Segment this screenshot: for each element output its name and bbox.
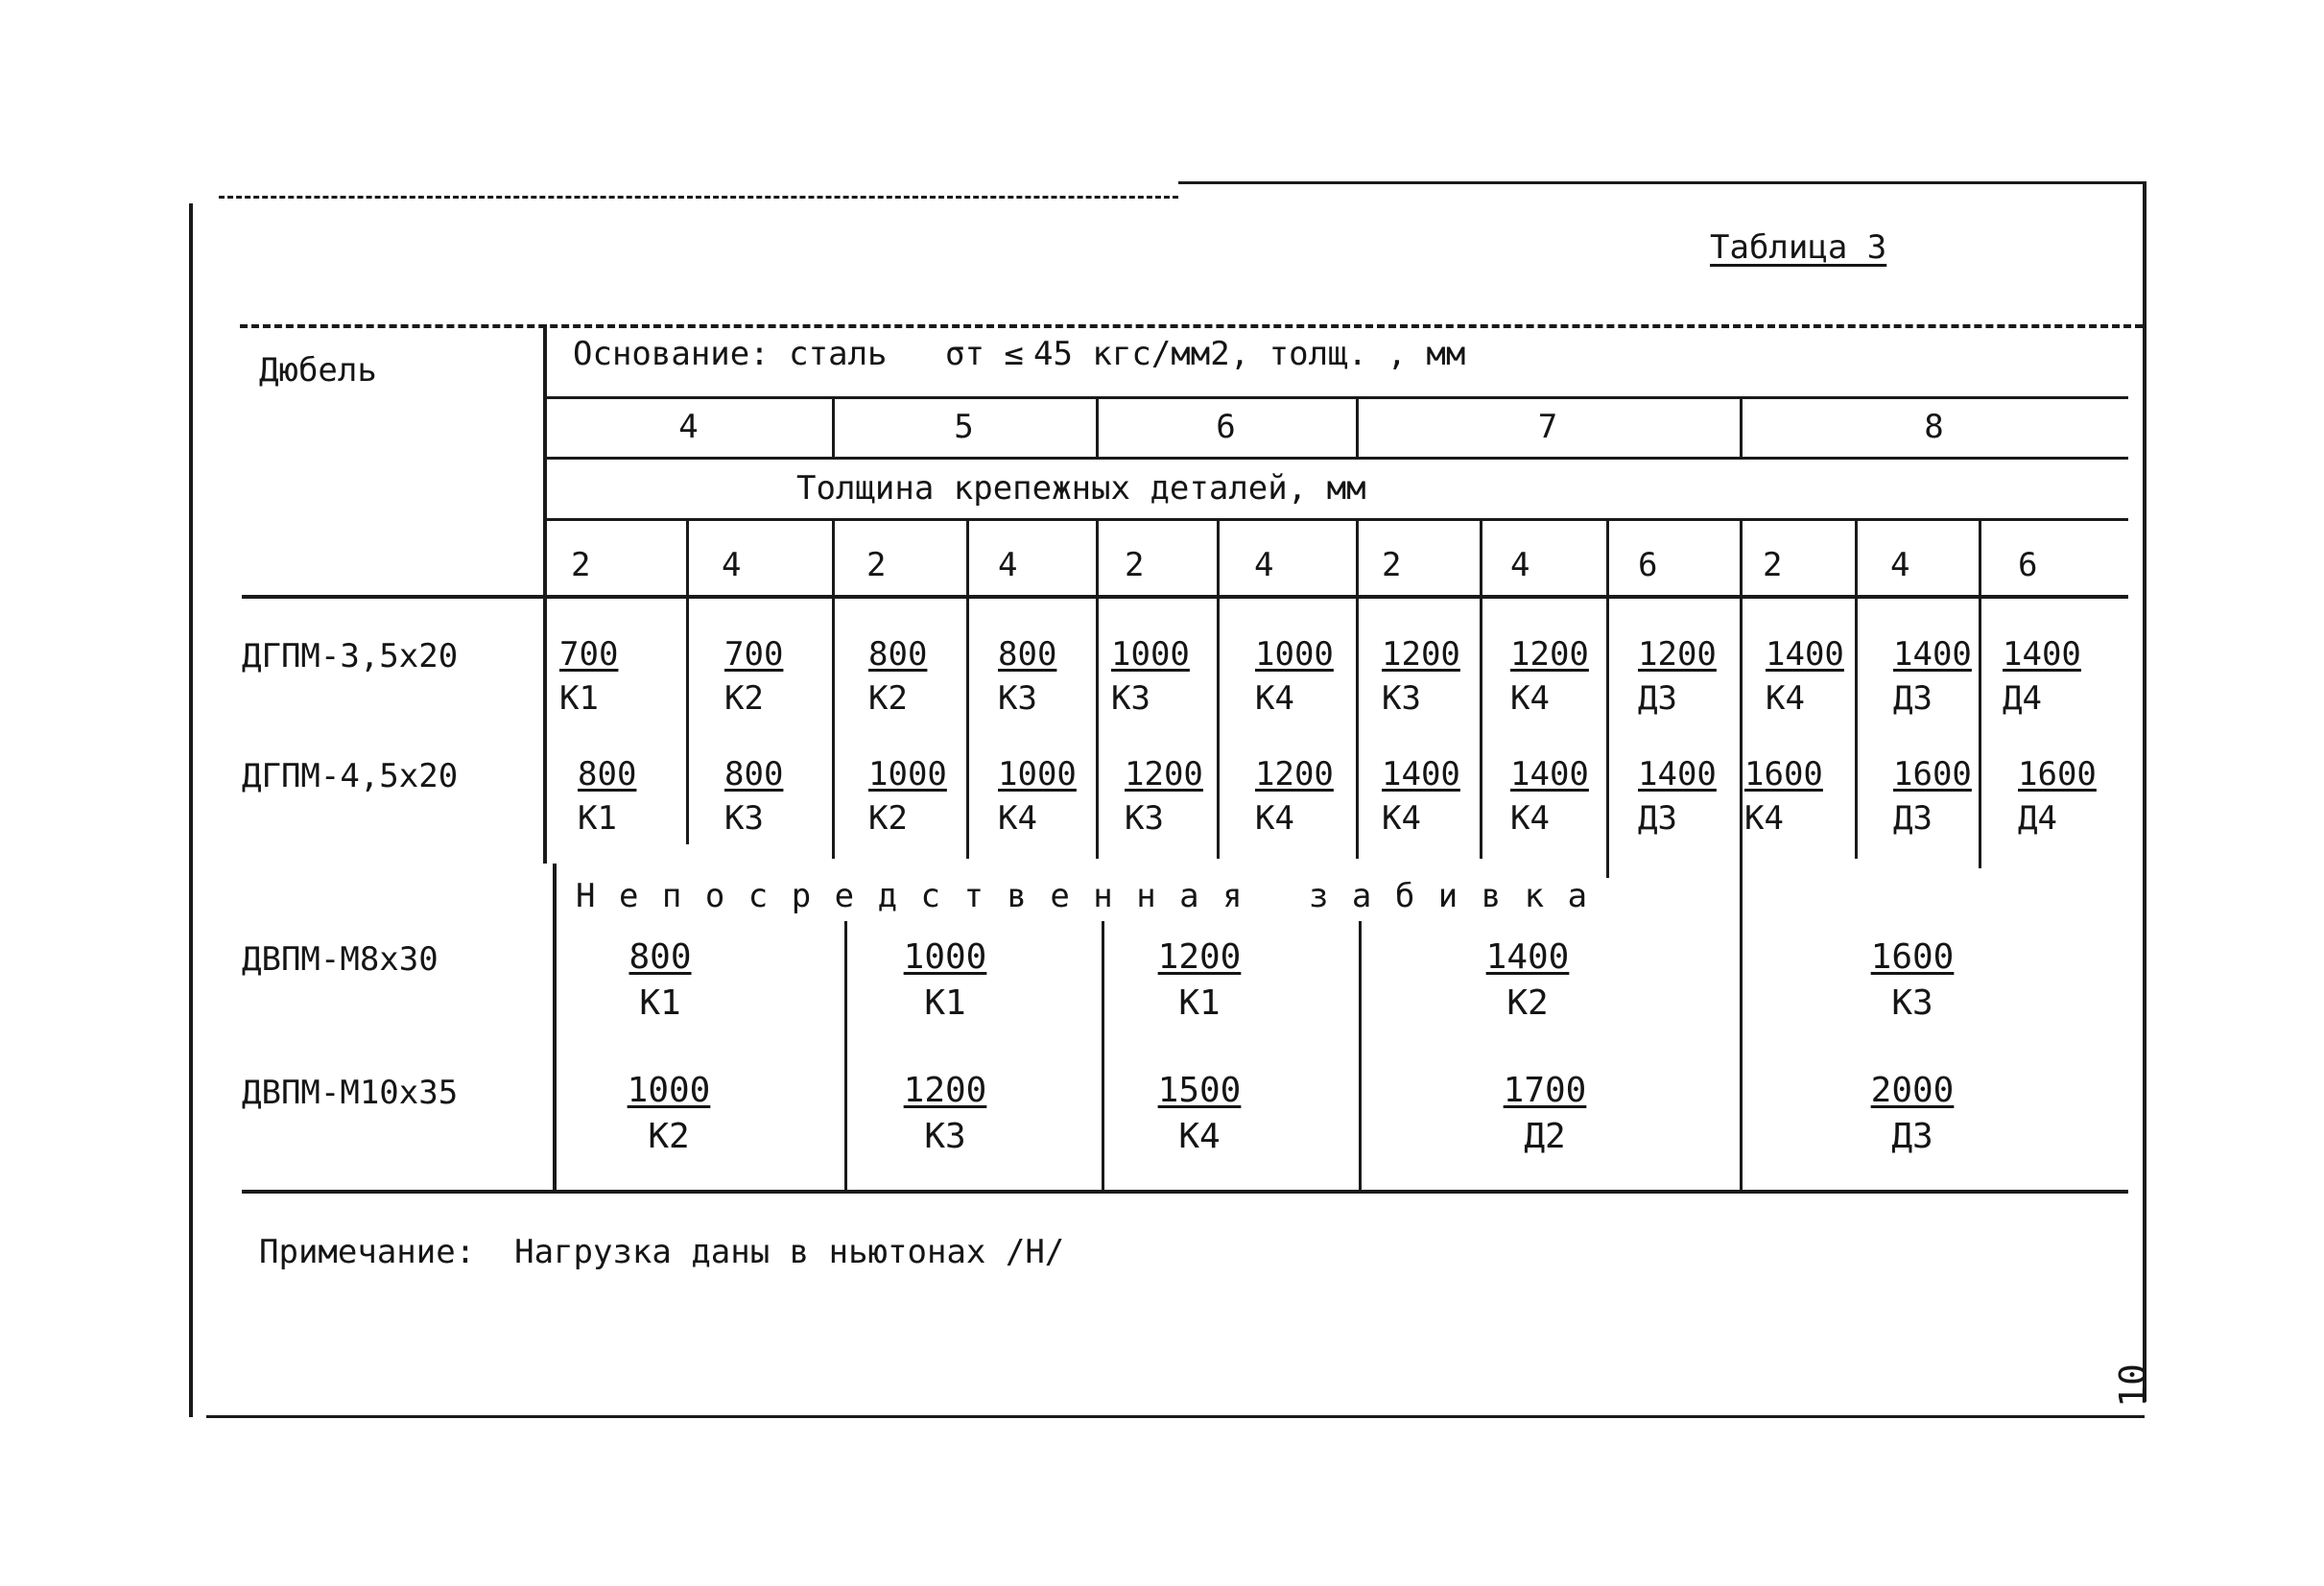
table-cell: 1400 К4 <box>1382 755 1460 838</box>
col-divider-d <box>1096 518 1099 859</box>
col-divider-c <box>966 518 969 859</box>
row-name: ДГПМ-3,5х20 <box>242 637 459 675</box>
base-thickness-4: 4 <box>678 408 699 446</box>
table-cell: 1000 К2 <box>627 1071 711 1156</box>
base-header-rest: 45 кгс/мм2, толщ. , мм <box>1033 335 1466 373</box>
col-divider-a <box>686 518 689 844</box>
table-cell: 800 К3 <box>724 755 784 838</box>
table-cell: 700 К2 <box>724 635 784 718</box>
direct-divider-4 <box>1359 921 1362 1190</box>
fastener-thickness: 4 <box>1254 546 1274 584</box>
fastener-header: Толщина крепежных деталей, мм <box>796 469 1366 508</box>
base-thickness-rule <box>545 396 2128 399</box>
direct-divider-1 <box>553 864 557 1190</box>
table-cell: 1000 К2 <box>868 755 947 838</box>
table-cell: 1500 К4 <box>1157 1071 1242 1156</box>
table-title: Таблица 3 <box>1710 228 1887 267</box>
col-divider-g <box>1480 518 1482 859</box>
table-cell: 1200 К4 <box>1255 755 1334 838</box>
table-cell: 700 К1 <box>559 635 619 718</box>
frame-top-line <box>219 196 1178 199</box>
fastener-thickness: 2 <box>866 546 887 584</box>
table-bottom-rule <box>242 1190 2128 1194</box>
table-cell: 1600 Д3 <box>1893 755 1972 838</box>
table-cell: 1200 К1 <box>1157 937 1242 1023</box>
base-thickness-7: 7 <box>1537 408 1558 446</box>
table-cell: 1000 К1 <box>903 937 987 1023</box>
page-number: 10 <box>2111 1363 2154 1408</box>
fastener-thickness: 2 <box>571 546 591 584</box>
table-cell: 1200 Д3 <box>1638 635 1717 718</box>
table-cell: 1200 К3 <box>903 1071 987 1156</box>
table-cell: 1000 К3 <box>1111 635 1190 718</box>
row-name: ДГПМ-4,5х20 <box>242 757 459 795</box>
base-thickness-5: 5 <box>954 408 974 446</box>
table-cell: 800 К2 <box>868 635 928 718</box>
table-top-rule <box>240 324 2143 328</box>
table-cell: 1400 К4 <box>1510 755 1589 838</box>
col-divider-b <box>832 518 835 859</box>
table-cell: 1400 Д3 <box>1638 755 1717 838</box>
direct-divider-2 <box>844 921 847 1190</box>
table-cell: 1200 К4 <box>1510 635 1589 718</box>
col-divider-h <box>1606 518 1609 878</box>
base-thickness-8: 8 <box>1924 408 1944 446</box>
table-cell: 1400 К4 <box>1766 635 1844 718</box>
fastener-thickness: 4 <box>1510 546 1530 584</box>
col-divider-i <box>1740 518 1743 1190</box>
table-cell: 1600 Д4 <box>2018 755 2097 838</box>
table-cell: 1600 К4 <box>1744 755 1823 838</box>
dowel-header: Дюбель <box>259 351 377 390</box>
fastener-thickness: 6 <box>1638 546 1658 584</box>
fastener-thickness: 2 <box>1125 546 1145 584</box>
fastener-thickness: 2 <box>1382 546 1402 584</box>
table-cell: 800 К1 <box>578 755 637 838</box>
fastener-label-rule <box>545 518 2128 521</box>
frame-left-line <box>189 203 193 1417</box>
fastener-thickness: 2 <box>1763 546 1783 584</box>
table-cell: 1400 Д4 <box>2003 635 2081 718</box>
fastener-thickness: 4 <box>722 546 742 584</box>
table-cell: 1000 К4 <box>998 755 1077 838</box>
fastener-thickness: 4 <box>1890 546 1910 584</box>
table-cell: 1600 К3 <box>1870 937 1955 1023</box>
base-header-label: Основание: сталь <box>573 335 888 373</box>
table-cell: 800 К1 <box>628 937 692 1023</box>
frame-right-line <box>2143 181 2146 1402</box>
frame-top-line-right <box>1178 181 2146 184</box>
dowel-column-divider <box>543 324 547 864</box>
base-values-rule <box>545 457 2128 460</box>
direct-drive-label: Н е п о с р е д с т в е н н а я з а б и в к а <box>576 877 1590 915</box>
row-name: ДВПМ-М8х30 <box>242 940 439 979</box>
table-cell: 800 К3 <box>998 635 1057 718</box>
table-cell: 1700 Д2 <box>1503 1071 1587 1156</box>
base-thickness-6: 6 <box>1216 408 1236 446</box>
fastener-thickness: 6 <box>2018 546 2038 584</box>
header-bottom-rule <box>242 595 2128 599</box>
sigma-expression: σт ≤ <box>945 335 1024 373</box>
table-note: Примечание: Нагрузка даны в ньютонах /Н/ <box>259 1233 1065 1271</box>
frame-bottom-line <box>206 1415 2145 1418</box>
col-divider-f <box>1356 518 1359 859</box>
table-cell: 1400 Д3 <box>1893 635 1972 718</box>
table-cell: 2000 Д3 <box>1870 1071 1955 1156</box>
table-cell: 1200 К3 <box>1125 755 1203 838</box>
row-name: ДВПМ-М10х35 <box>242 1074 459 1112</box>
table-cell: 1400 К2 <box>1485 937 1570 1023</box>
table-cell: 1200 К3 <box>1382 635 1460 718</box>
table-cell: 1000 К4 <box>1255 635 1334 718</box>
fastener-thickness: 4 <box>998 546 1018 584</box>
